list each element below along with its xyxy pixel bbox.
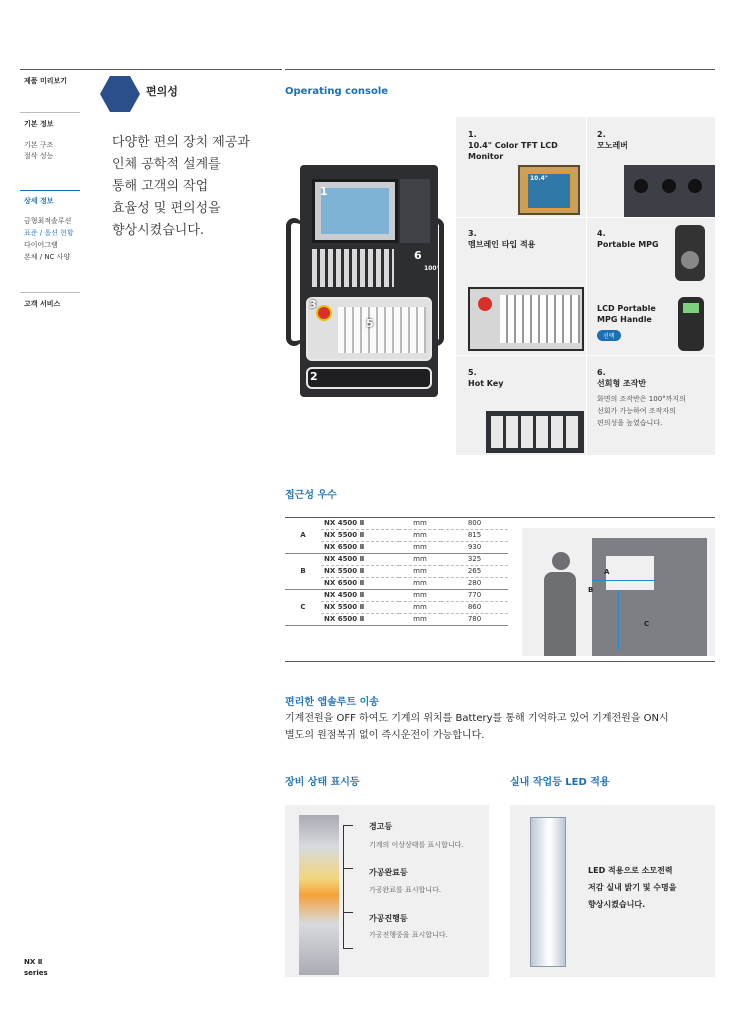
nav-detail-item[interactable]: 다이어그램: [24, 241, 58, 249]
access-bottom-rule: [285, 661, 715, 662]
nav-detail-item-active[interactable]: 표준 / 옵션 현황: [24, 229, 74, 237]
cell-lever-title: 2. 모노레버: [597, 130, 628, 150]
cell-unit: mm: [399, 589, 441, 601]
group-label: C: [285, 589, 321, 625]
nav-basic-item[interactable]: 기본 구조: [24, 141, 54, 149]
dim-line-a: [592, 580, 656, 581]
cell-value: 800: [441, 517, 508, 529]
cell-value: 860: [441, 601, 508, 613]
cell-model: NX 5500 Ⅱ: [321, 529, 399, 541]
emergency-stop-icon: [478, 297, 492, 311]
cell-value: 265: [441, 565, 508, 577]
dim-label-b: B: [588, 586, 594, 594]
section-title: 편의성: [146, 85, 178, 98]
console-buttons: [338, 307, 426, 353]
grid-divider-v: [586, 117, 587, 455]
cell-value: 815: [441, 529, 508, 541]
lamp-progress-desc: 가공진행중을 표시합니다.: [369, 931, 448, 939]
console-keypad: [312, 249, 394, 287]
lever-knob-icon: [662, 179, 676, 193]
marker-3: 3: [309, 298, 317, 311]
grid-divider-h: [456, 355, 715, 356]
series-label: NX Ⅱ: [24, 958, 43, 966]
nav-divider: [20, 292, 80, 293]
section-hex-icon: [100, 76, 140, 112]
led-panel: [510, 805, 715, 977]
cell-unit: mm: [399, 613, 441, 625]
cell-model: NX 5500 Ⅱ: [321, 601, 399, 613]
console-bottom-panel: [306, 367, 432, 389]
cell-monitor-title: 1. 10.4" Color TFT LCD Monitor: [468, 130, 558, 161]
cell-model: NX 6500 Ⅱ: [321, 541, 399, 553]
feature-grid: [456, 117, 715, 455]
cell-model: NX 4500 Ⅱ: [321, 553, 399, 565]
signal-tower-image: [299, 815, 339, 975]
lamp-complete-desc: 가공완료를 표시합니다.: [369, 886, 442, 894]
bracket: [343, 869, 353, 913]
right-top-rule: [285, 69, 715, 70]
marker-1: 1: [320, 185, 328, 198]
membrane-keys: [500, 295, 580, 343]
group-label: A: [285, 517, 321, 553]
nav-basic-item[interactable]: 절삭 성능: [24, 152, 54, 160]
rotation-label: 100°: [424, 265, 440, 272]
led-lamp-image: [530, 817, 566, 967]
group-label: B: [285, 553, 321, 589]
cell-mpg-title: 4. Portable MPG: [597, 229, 659, 249]
series-label: series: [24, 969, 48, 977]
lamp-warning-desc: 기계의 이상상태를 표시합니다.: [369, 841, 464, 849]
bracket: [343, 913, 353, 949]
cell-value: 280: [441, 577, 508, 589]
cell-model: NX 4500 Ⅱ: [321, 517, 399, 529]
nav-top-rule: [20, 69, 282, 70]
led-title: 실내 작업등 LED 적용: [510, 777, 610, 788]
nav-active-rule: [20, 190, 80, 191]
lever-knob-icon: [688, 179, 702, 193]
operator-head-icon: [552, 552, 570, 570]
machine-opening: [606, 556, 654, 590]
mpg-dial-icon: [681, 251, 699, 269]
cell-unit: mm: [399, 553, 441, 565]
led-text-line: LED 적용으로 소모전력: [588, 866, 673, 875]
nav-detail[interactable]: 상세 정보: [24, 197, 54, 205]
led-text-line: 저감 실내 밝기 및 수명을: [588, 883, 677, 892]
section-intro: 다양한 편의 장치 제공과 인체 공학적 설계를 통해 고객의 작업 효율성 및 편의성을 향상시켰습니다.: [112, 135, 250, 238]
lever-knob-icon: [634, 179, 648, 193]
access-title: 접근성 우수: [285, 490, 337, 501]
bracket: [343, 825, 353, 869]
cell-hotkey-title: 5. Hot Key: [468, 368, 504, 388]
console-screen: [321, 188, 389, 234]
cell-value: 325: [441, 553, 508, 565]
lamp-title: 장비 상태 표시등: [285, 777, 360, 788]
nav-detail-item[interactable]: 금형최적솔루션: [24, 217, 72, 225]
cell-unit: mm: [399, 517, 441, 529]
marker-5: 5: [366, 317, 374, 330]
nav-detail-item[interactable]: 본체 / NC 사양: [24, 253, 71, 261]
console-side-keys: [400, 179, 430, 243]
lcd-mpg-screen: [683, 303, 699, 313]
lcd-mpg-image: [678, 297, 704, 351]
cell-value: 930: [441, 541, 508, 553]
cell-unit: mm: [399, 541, 441, 553]
cell-model: NX 5500 Ⅱ: [321, 565, 399, 577]
nav-divider: [20, 112, 80, 113]
cell-unit: mm: [399, 529, 441, 541]
lamp-progress-name: 가공진행등: [369, 914, 408, 923]
dim-label-a: A: [604, 568, 610, 576]
hotkey-buttons: [491, 416, 579, 448]
lever-image: [624, 165, 715, 217]
marker-2: 2: [310, 370, 318, 383]
cell-model: NX 4500 Ⅱ: [321, 589, 399, 601]
marker-6: 6: [414, 249, 422, 262]
cell-value: 780: [441, 613, 508, 625]
absolute-title: 편리한 앱솔루트 이송: [285, 697, 379, 708]
cell-model: NX 6500 Ⅱ: [321, 577, 399, 589]
cell-model: NX 6500 Ⅱ: [321, 613, 399, 625]
absolute-line-1: 기계전원을 OFF 하여도 기계의 위치를 Battery를 통해 기억하고 있어 기계전원을 ON시: [285, 713, 669, 724]
nav-service[interactable]: 고객 서비스: [24, 300, 61, 308]
table-row: [285, 589, 508, 601]
option-badge: 선택: [597, 330, 621, 341]
table-row: [285, 553, 508, 565]
lamp-complete-name: 가공완료등: [369, 868, 408, 877]
emergency-stop-icon: [316, 305, 332, 321]
cell-swivel-title: 6. 선회형 조작반: [597, 368, 647, 388]
cell-membrane-title: 3. 멤브레인 타입 적용: [468, 229, 536, 249]
table-row: [285, 517, 508, 529]
cell-swivel-desc: 화면의 조작반은 100°까지의 선회가 가능하여 조작자의 편의성을 높였습니다.: [597, 395, 686, 427]
access-diagram: [522, 528, 715, 656]
membrane-image: [468, 287, 584, 351]
cell-value: 770: [441, 589, 508, 601]
monitor-screen-label: 10.4": [530, 175, 548, 182]
nav-preview[interactable]: 제품 미리보기: [24, 77, 68, 85]
lamp-panel: [285, 805, 489, 977]
console-title: Operating console: [285, 86, 389, 97]
operator-body-icon: [544, 572, 576, 656]
monitor-image: [518, 165, 580, 215]
cell-unit: mm: [399, 601, 441, 613]
absolute-line-2: 별도의 원점복귀 없이 즉시운전이 가능합니다.: [285, 730, 485, 741]
hotkey-image: [486, 411, 584, 453]
cell-unit: mm: [399, 577, 441, 589]
dim-label-c: C: [644, 620, 650, 628]
nav-basic[interactable]: 기본 정보: [24, 120, 54, 128]
lamp-warning-name: 경고등: [369, 822, 393, 831]
portable-mpg-image: [675, 225, 705, 281]
dim-line-c: [618, 590, 619, 650]
led-text-line: 향상시켰습니다.: [588, 900, 646, 909]
operating-console-image: [300, 165, 438, 397]
grid-divider-h: [456, 217, 715, 218]
cell-unit: mm: [399, 565, 441, 577]
cell-lcd-mpg-title: LCD Portable MPG Handle: [597, 304, 656, 324]
access-table: [285, 517, 508, 626]
